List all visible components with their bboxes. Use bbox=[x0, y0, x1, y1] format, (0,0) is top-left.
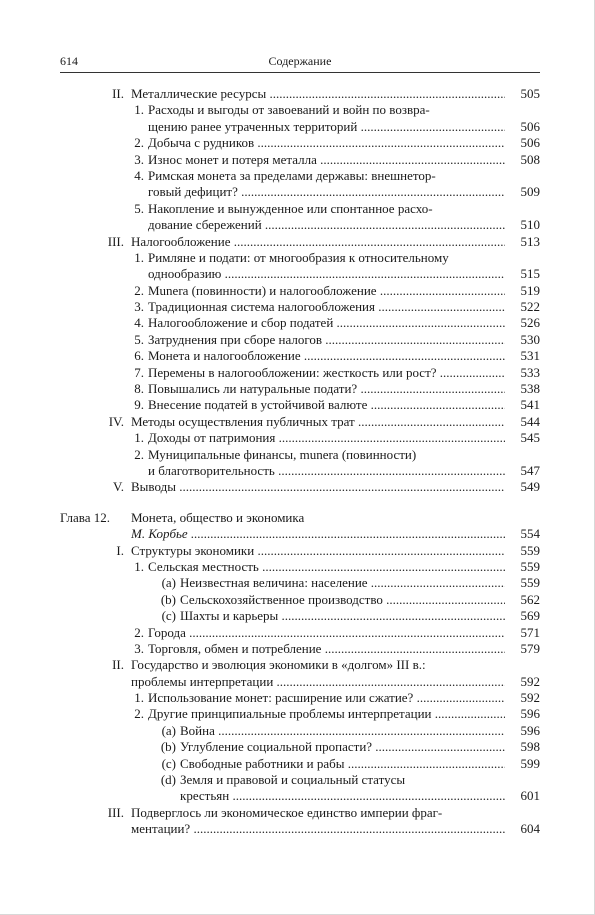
toc-entry-page: 559 bbox=[520, 558, 540, 574]
toc-entry bbox=[0, 397, 595, 413]
toc-entry-number: 9. bbox=[134, 397, 144, 413]
toc-entry-title: Монета и налогообложение ..... bbox=[148, 348, 505, 364]
toc-entry-title: Шахты и карьеры ..... bbox=[180, 608, 505, 624]
toc-entry bbox=[0, 102, 595, 118]
toc-entry bbox=[0, 788, 595, 804]
toc-entry-page: 571 bbox=[520, 624, 540, 640]
toc-entry-page: 596 bbox=[520, 722, 540, 738]
toc-entry bbox=[0, 86, 595, 102]
toc-entry bbox=[0, 315, 595, 331]
toc-entry bbox=[0, 739, 595, 755]
page-number: 614 bbox=[60, 54, 78, 68]
toc-entry-title: Налогообложение и сбор податей ..... bbox=[148, 315, 505, 331]
toc-entry bbox=[0, 641, 595, 657]
toc-entry bbox=[0, 543, 595, 559]
toc-entry-number: 4. bbox=[134, 315, 144, 331]
toc-entry-number: 4. bbox=[134, 167, 144, 183]
toc-entry-title: Затруднения при сборе налогов ..... bbox=[148, 332, 505, 348]
toc-entry bbox=[0, 690, 595, 706]
toc-entry-title: Другие принципиальные проблемы интерпретации ..... bbox=[148, 706, 505, 722]
toc-entry-title: Выводы ..... bbox=[131, 479, 505, 495]
running-header bbox=[60, 54, 540, 73]
toc-entry bbox=[0, 234, 595, 250]
toc-entry-number: I. bbox=[116, 542, 124, 558]
toc-entry-page: 526 bbox=[520, 315, 540, 331]
toc-entry-title: Неизвестная величина: население ..... bbox=[180, 575, 505, 591]
toc-entry-number: 3. bbox=[134, 299, 144, 315]
toc-entry-page: 544 bbox=[520, 413, 540, 429]
toc-entry-title: щению ранее утраченных территорий ..... bbox=[148, 119, 505, 135]
toc-entry-page: 513 bbox=[520, 233, 540, 249]
toc-entry-page: 545 bbox=[520, 430, 540, 446]
toc-entry bbox=[0, 625, 595, 641]
toc-entry-title: Повышались ли натуральные подати? ..... bbox=[148, 381, 505, 397]
toc-entry bbox=[0, 430, 595, 446]
toc-entry-title: Добыча с рудников ..... bbox=[148, 135, 505, 151]
toc-entry-number: 2. bbox=[134, 624, 144, 640]
toc-entry-title: Свободные работники и рабы ..... bbox=[180, 756, 505, 772]
toc-entry-title: Римляне и подати: от многообразия к относительному bbox=[148, 249, 449, 265]
toc-entry-number: II. bbox=[112, 657, 124, 673]
toc-entry-title: Использование монет: расширение или сжатие? ..... bbox=[148, 690, 505, 706]
toc-entry-page: 530 bbox=[520, 331, 540, 347]
toc-entry-number: (d) bbox=[160, 772, 176, 788]
table-of-contents bbox=[0, 86, 595, 838]
toc-entry bbox=[0, 559, 595, 575]
toc-entry-title: Война ..... bbox=[180, 723, 505, 739]
toc-entry-page: 601 bbox=[520, 788, 540, 804]
toc-entry-page: 522 bbox=[520, 299, 540, 315]
toc-entry-page: 541 bbox=[520, 397, 540, 413]
toc-entry-page: 592 bbox=[520, 690, 540, 706]
toc-entry bbox=[0, 299, 595, 315]
toc-entry-page: 549 bbox=[520, 479, 540, 495]
toc-entry bbox=[0, 479, 595, 495]
toc-entry-number: 3. bbox=[134, 151, 144, 167]
toc-entry-title: Монета, общество и экономика bbox=[131, 509, 305, 525]
toc-entry-number: Глава 12. bbox=[60, 509, 111, 525]
toc-entry-number: 3. bbox=[134, 640, 144, 656]
toc-entry-number: 5. bbox=[134, 200, 144, 216]
toc-entry-page: 559 bbox=[520, 575, 540, 591]
toc-entry-title: Перемены в налогообложении: жесткость или рост? ..... bbox=[148, 365, 505, 381]
toc-entry-page: 509 bbox=[520, 184, 540, 200]
toc-entry-title: Торговля, обмен и потребление ..... bbox=[148, 641, 505, 657]
toc-entry bbox=[0, 772, 595, 788]
toc-entry bbox=[0, 526, 595, 542]
toc-entry bbox=[0, 447, 595, 463]
toc-entry bbox=[0, 821, 595, 837]
toc-entry-number: 7. bbox=[134, 364, 144, 380]
toc-entry-page: 538 bbox=[520, 381, 540, 397]
toc-entry bbox=[0, 135, 595, 151]
toc-entry-number: (a) bbox=[161, 722, 176, 738]
toc-entry-number: 2. bbox=[134, 706, 144, 722]
toc-entry-number: 8. bbox=[134, 381, 144, 397]
toc-entry-number: 5. bbox=[134, 331, 144, 347]
toc-entry bbox=[0, 184, 595, 200]
toc-entry-title: Износ монет и потеря металла ..... bbox=[148, 152, 505, 168]
toc-entry-number: V. bbox=[113, 479, 124, 495]
toc-entry-page: 599 bbox=[520, 755, 540, 771]
toc-entry bbox=[0, 283, 595, 299]
toc-entry bbox=[0, 250, 595, 266]
toc-entry bbox=[0, 119, 595, 135]
toc-entry-page: 579 bbox=[520, 640, 540, 656]
toc-entry-title: Государство и эволюция экономики в «долгом» III в.: bbox=[131, 657, 426, 673]
toc-entry-number: 2. bbox=[134, 282, 144, 298]
toc-entry bbox=[0, 608, 595, 624]
toc-entry-title: крестьян ..... bbox=[180, 788, 505, 804]
toc-entry bbox=[0, 463, 595, 479]
toc-entry bbox=[0, 657, 595, 673]
toc-entry bbox=[0, 381, 595, 397]
toc-entry-page: 596 bbox=[520, 706, 540, 722]
toc-entry bbox=[0, 201, 595, 217]
toc-entry-page: 547 bbox=[520, 462, 540, 478]
section-gap bbox=[0, 496, 595, 510]
toc-entry bbox=[0, 365, 595, 381]
toc-entry-number: (b) bbox=[160, 739, 176, 755]
toc-entry-page: 592 bbox=[520, 673, 540, 689]
toc-entry-title: ментации? ..... bbox=[131, 821, 505, 837]
toc-entry-page: 505 bbox=[520, 86, 540, 101]
toc-entry-number: 6. bbox=[134, 348, 144, 364]
toc-entry-title: Сельскохозяйственное производство ..... bbox=[180, 592, 505, 608]
toc-entry-title: однообразию ..... bbox=[148, 266, 505, 282]
toc-entry-title: Внесение податей в устойчивой валюте ..... bbox=[148, 397, 505, 413]
toc-entry-title: говый дефицит? ..... bbox=[148, 184, 505, 200]
toc-entry bbox=[0, 510, 595, 526]
toc-entry-number: 2. bbox=[134, 446, 144, 462]
toc-entry-title: Накопление и вынужденное или спонтанное расхо- bbox=[148, 200, 433, 216]
toc-entry-title: проблемы интерпретации ..... bbox=[131, 674, 505, 690]
toc-entry-number: II. bbox=[112, 86, 124, 101]
toc-entry-number: 1. bbox=[134, 102, 144, 118]
toc-entry-page: 533 bbox=[520, 364, 540, 380]
toc-entry-title: Земля и правовой и социальный статусы bbox=[180, 772, 406, 788]
toc-entry bbox=[0, 332, 595, 348]
toc-entry-title: Сельская местность ..... bbox=[148, 559, 505, 575]
toc-entry-number: 1. bbox=[134, 430, 144, 446]
toc-entry bbox=[0, 168, 595, 184]
toc-entry-title: Металлические ресурсы ..... bbox=[131, 86, 505, 102]
toc-entry-title: Подверглось ли экономическое единство империи фраг- bbox=[131, 804, 443, 820]
toc-entry bbox=[0, 706, 595, 722]
toc-entry-title: Структуры экономики ..... bbox=[131, 543, 505, 559]
toc-entry-title: Муниципальные финансы, munera (повинности) bbox=[148, 446, 417, 462]
toc-entry-title: М. Корбье ..... bbox=[131, 526, 505, 542]
toc-entry-page: 569 bbox=[520, 608, 540, 624]
toc-entry-page: 508 bbox=[520, 151, 540, 167]
toc-entry-page: 559 bbox=[520, 542, 540, 558]
toc-entry-page: 604 bbox=[520, 821, 540, 837]
toc-entry bbox=[0, 348, 595, 364]
toc-entry-page: 531 bbox=[520, 348, 540, 364]
toc-entry bbox=[0, 723, 595, 739]
toc-entry-title: Города ..... bbox=[148, 625, 505, 641]
toc-entry bbox=[0, 756, 595, 772]
toc-entry bbox=[0, 217, 595, 233]
toc-entry-number: 1. bbox=[134, 249, 144, 265]
toc-entry bbox=[0, 266, 595, 282]
toc-entry-page: 506 bbox=[520, 135, 540, 151]
toc-entry-page: 562 bbox=[520, 591, 540, 607]
toc-entry-page: 519 bbox=[520, 282, 540, 298]
toc-entry-number: (b) bbox=[160, 591, 176, 607]
toc-entry-title: Налогообложение ..... bbox=[131, 234, 505, 250]
toc-entry-title: Доходы от патримония ..... bbox=[148, 430, 505, 446]
toc-entry-title: Методы осуществления публичных трат ..... bbox=[131, 414, 505, 430]
toc-entry-title: Углубление социальной пропасти? ..... bbox=[180, 739, 505, 755]
toc-entry-page: 598 bbox=[520, 739, 540, 755]
toc-entry-number: III. bbox=[107, 233, 124, 249]
toc-entry-number: IV. bbox=[108, 413, 124, 429]
toc-entry-title: Munera (повинности) и налогообложение ..... bbox=[148, 283, 505, 299]
toc-entry-title: дование сбережений ..... bbox=[148, 217, 505, 233]
toc-entry-page: 506 bbox=[520, 118, 540, 134]
toc-entry bbox=[0, 674, 595, 690]
running-title: Содержание bbox=[268, 54, 332, 68]
toc-entry-number: (a) bbox=[161, 575, 176, 591]
toc-entry bbox=[0, 152, 595, 168]
toc-entry-page: 515 bbox=[520, 266, 540, 282]
toc-entry-number: (c) bbox=[161, 608, 176, 624]
toc-entry-page: 554 bbox=[520, 526, 540, 542]
toc-entry bbox=[0, 592, 595, 608]
toc-entry-number: (c) bbox=[161, 755, 176, 771]
toc-entry-number: III. bbox=[107, 804, 124, 820]
toc-entry-title: Римская монета за пределами державы: внешнетор- bbox=[148, 167, 436, 183]
toc-entry-number: 1. bbox=[134, 558, 144, 574]
toc-entry-number: 1. bbox=[134, 690, 144, 706]
toc-entry-title: и благотворительность ..... bbox=[148, 463, 505, 479]
toc-entry-title: Традиционная система налогообложения ..... bbox=[148, 299, 505, 315]
toc-entry-title: Расходы и выгоды от завоеваний и войн по возвра- bbox=[148, 102, 430, 118]
toc-entry bbox=[0, 575, 595, 591]
toc-entry-number: 2. bbox=[134, 135, 144, 151]
toc-entry-page: 510 bbox=[520, 217, 540, 233]
toc-entry bbox=[0, 414, 595, 430]
toc-entry bbox=[0, 805, 595, 821]
